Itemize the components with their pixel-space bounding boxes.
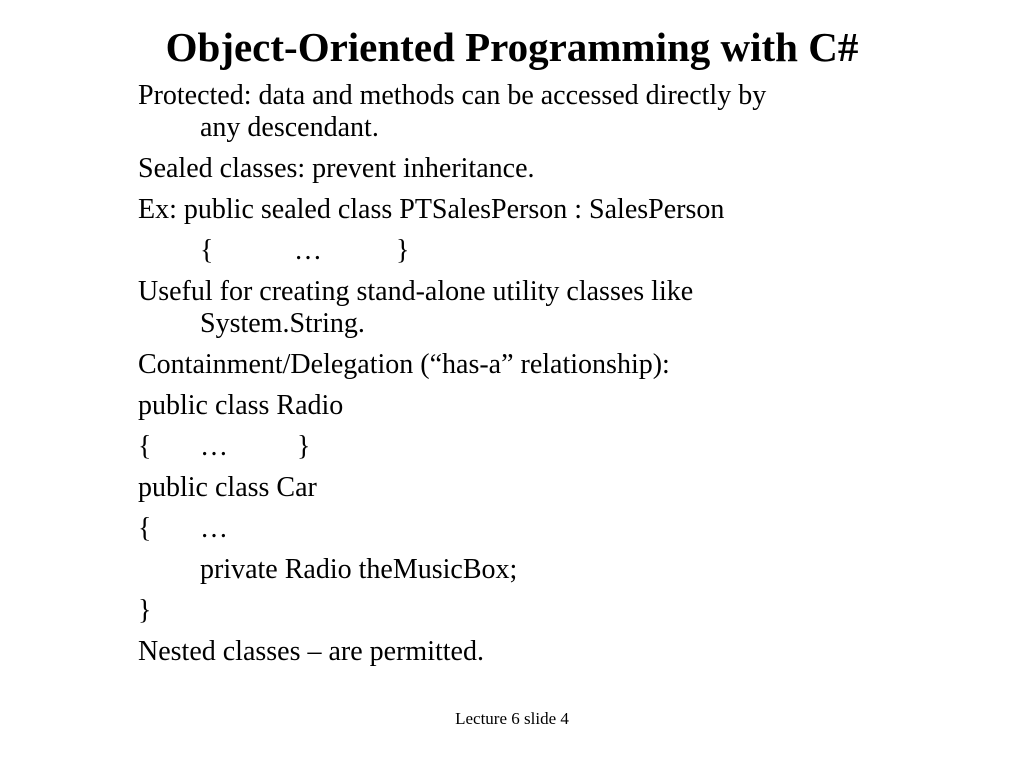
containment-paragraph: Containment/Delegation (“has-a” relationship): [138,349,670,380]
useful-line-2: System.String. [200,308,365,339]
slide-footer: Lecture 6 slide 4 [455,709,569,728]
example-body-line [138,235,918,267]
radio-brace-open: { [138,431,152,462]
radio-ellipsis: … [200,431,228,462]
car-open-line [138,513,918,545]
example-ellipsis: … [294,235,322,266]
car-declaration: public class Car [138,472,317,503]
protected-paragraph [138,80,918,144]
radio-body-line [138,431,918,463]
example-brace-close: } [396,235,410,266]
radio-brace-close: } [297,431,311,462]
sealed-paragraph: Sealed classes: prevent inheritance. [138,153,535,184]
car-brace-close: } [138,595,152,626]
useful-line-1: Useful for creating stand-alone utility classes like [138,276,694,307]
useful-paragraph [138,276,918,340]
car-member-line: private Radio theMusicBox; [200,554,518,585]
car-brace-open: { [138,513,152,544]
slide-title: Object-Oriented Programming with C# [165,24,859,70]
example-paragraph: Ex: public sealed class PTSalesPerson : SalesPerson [138,194,725,225]
car-ellipsis: … [200,513,228,544]
radio-declaration: public class Radio [138,390,344,421]
nested-paragraph: Nested classes – are permitted. [138,636,484,667]
slide-body [138,80,918,668]
protected-line-1: Protected: data and methods can be accessed directly by [138,80,767,111]
protected-line-2: any descendant. [200,112,379,143]
example-brace-open: { [200,235,214,266]
